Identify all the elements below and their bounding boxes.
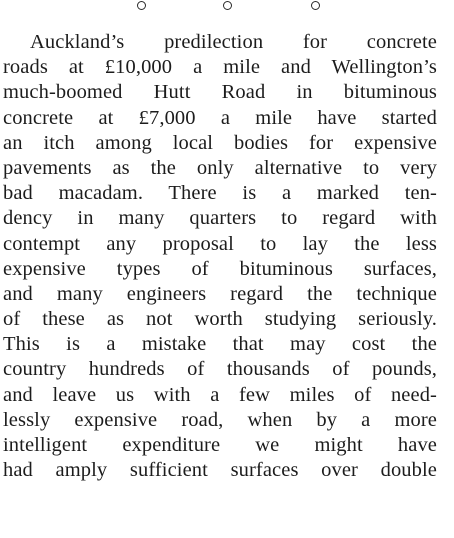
text-line: pavements as the only alternative to very bbox=[3, 156, 437, 179]
text-line: concrete at £7,000 a mile have started bbox=[3, 106, 437, 129]
text-line: country hundreds of thousands of pounds, bbox=[3, 358, 437, 381]
circle-ornament-icon bbox=[137, 1, 146, 10]
text-line: lessly expensive road, when by a more bbox=[3, 408, 437, 431]
circle-ornament-icon bbox=[311, 1, 320, 10]
text-line: expensive types of bituminous surfaces, bbox=[3, 257, 437, 280]
circle-ornament-icon bbox=[223, 1, 232, 10]
text-line: bad macadam. There is a marked ten- bbox=[3, 182, 437, 205]
text-line: intelligent expenditure we might have bbox=[3, 434, 437, 456]
article-paragraph bbox=[3, 30, 437, 483]
section-divider bbox=[0, 1, 454, 15]
text-line: This is a mistake that may cost the bbox=[3, 333, 437, 356]
text-line: of these as not worth studying seriously. bbox=[3, 308, 437, 331]
text-line: dency in many quarters to regard with bbox=[3, 207, 437, 230]
text-line: roads at £10,000 a mile and Wellington’s bbox=[3, 56, 437, 79]
text-line: had amply sufficient surfaces over double bbox=[3, 459, 437, 482]
text-line: much-boomed Hutt Road in bituminous bbox=[3, 81, 437, 104]
text-line: and many engineers regard the technique bbox=[3, 282, 437, 305]
text-line: and leave us with a few miles of need- bbox=[3, 383, 437, 406]
text-line: contempt any proposal to lay the less bbox=[3, 232, 437, 255]
text-line: an itch among local bodies for expensive bbox=[3, 131, 437, 154]
text-line: Auckland’s predilection for concrete bbox=[30, 31, 437, 53]
